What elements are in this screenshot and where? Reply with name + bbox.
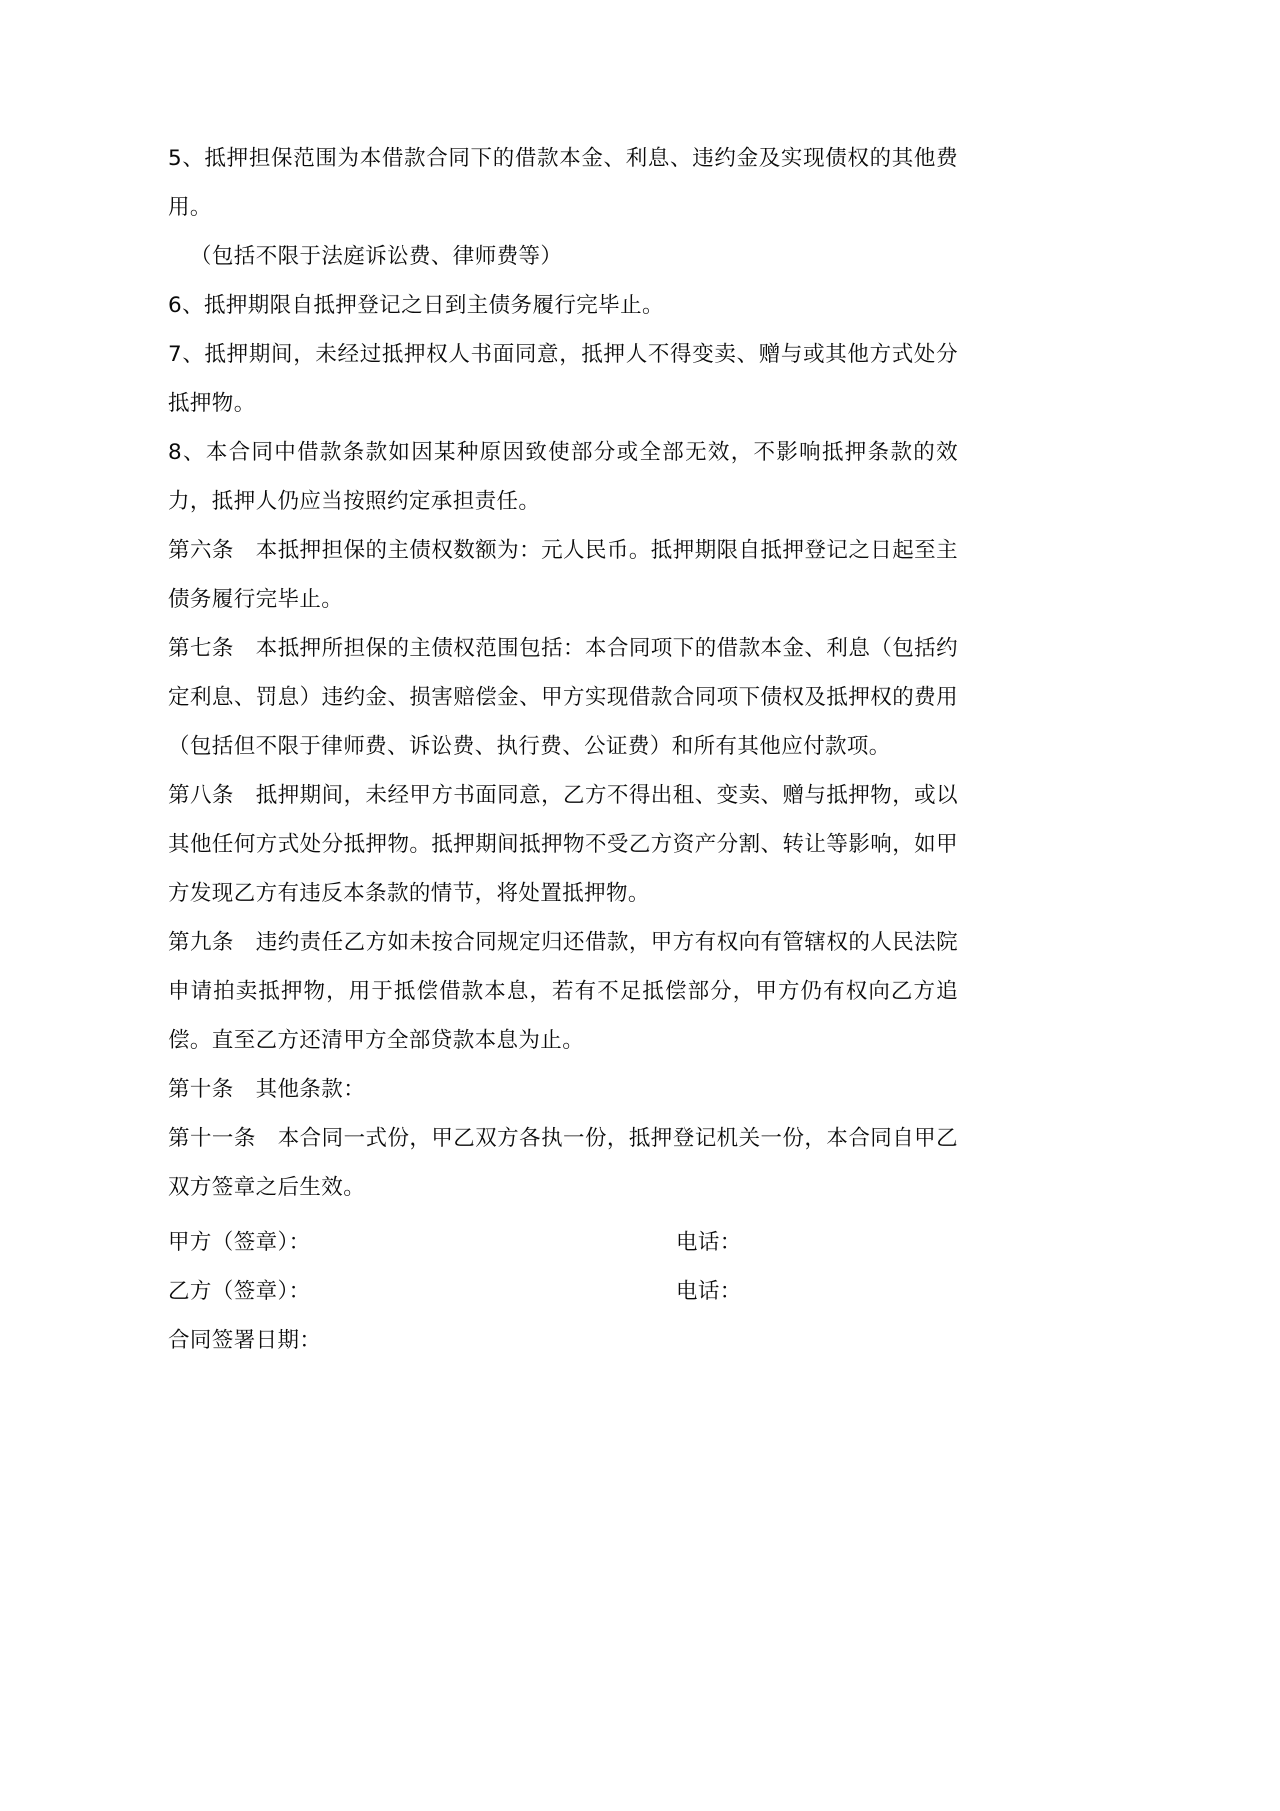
article-nine: 第九条 违约责任乙方如未按合同规定归还借款，甲方有权向有管辖权的人民法院申请拍卖抵押物，用于抵偿借款本息，若有不足抵偿部分，甲方仍有权向乙方追偿。直至乙方还清甲方全部贷款本息为止。 — [168, 930, 958, 1053]
clause-item-8: 8、本合同中借款条款如因某种原因致使部分或全部无效，不影响抵押条款的效力，抵押人仍应当按照约定承担责任。 — [168, 440, 958, 514]
party-b-signature-label: 乙方（签章）： — [168, 1279, 311, 1304]
article-seven: 第七条 本抵押所担保的主债权范围包括：本合同项下的借款本金、利息（包括约定利息、罚息）违约金、损害赔偿金、甲方实现借款合同项下债权及抵押权的费用（包括但不限于律师费、诉讼费、执行费、公证费）和所有其他应付款项。 — [168, 636, 958, 759]
contract-sign-date-label: 合同签署日期： — [168, 1328, 322, 1353]
signature-row-party-b — [168, 1267, 958, 1316]
article-eleven: 第十一条 本合同一式份，甲乙双方各执一份，抵押登记机关一份，本合同自甲乙双方签章之后生效。 — [168, 1126, 958, 1200]
clause-item-6: 6、抵押期限自抵押登记之日到主债务履行完毕止。 — [168, 293, 664, 318]
clause-item-5-note: （包括不限于法庭诉讼费、律师费等） — [190, 244, 563, 269]
article-ten: 第十条 其他条款： — [168, 1077, 366, 1102]
signature-row-party-a — [168, 1218, 958, 1267]
signature-block — [168, 1218, 958, 1365]
party-b-phone-label: 电话： — [676, 1279, 742, 1304]
clause-item-7: 7、抵押期间，未经过抵押权人书面同意，抵押人不得变卖、赠与或其他方式处分抵押物。 — [168, 342, 958, 416]
document-body — [168, 134, 958, 1365]
party-a-signature-label: 甲方（签章）： — [168, 1230, 311, 1255]
article-six: 第六条 本抵押担保的主债权数额为：元人民币。抵押期限自抵押登记之日起至主债务履行完毕止。 — [168, 538, 958, 612]
article-eight: 第八条 抵押期间，未经甲方书面同意，乙方不得出租、变卖、赠与抵押物，或以其他任何方式处分抵押物。抵押期间抵押物不受乙方资产分割、转让等影响，如甲方发现乙方有违反本条款的情节，将处置抵押物。 — [168, 783, 958, 906]
party-a-phone-label: 电话： — [676, 1230, 742, 1255]
clause-item-5: 5、抵押担保范围为本借款合同下的借款本金、利息、违约金及实现债权的其他费用。 — [168, 146, 958, 220]
